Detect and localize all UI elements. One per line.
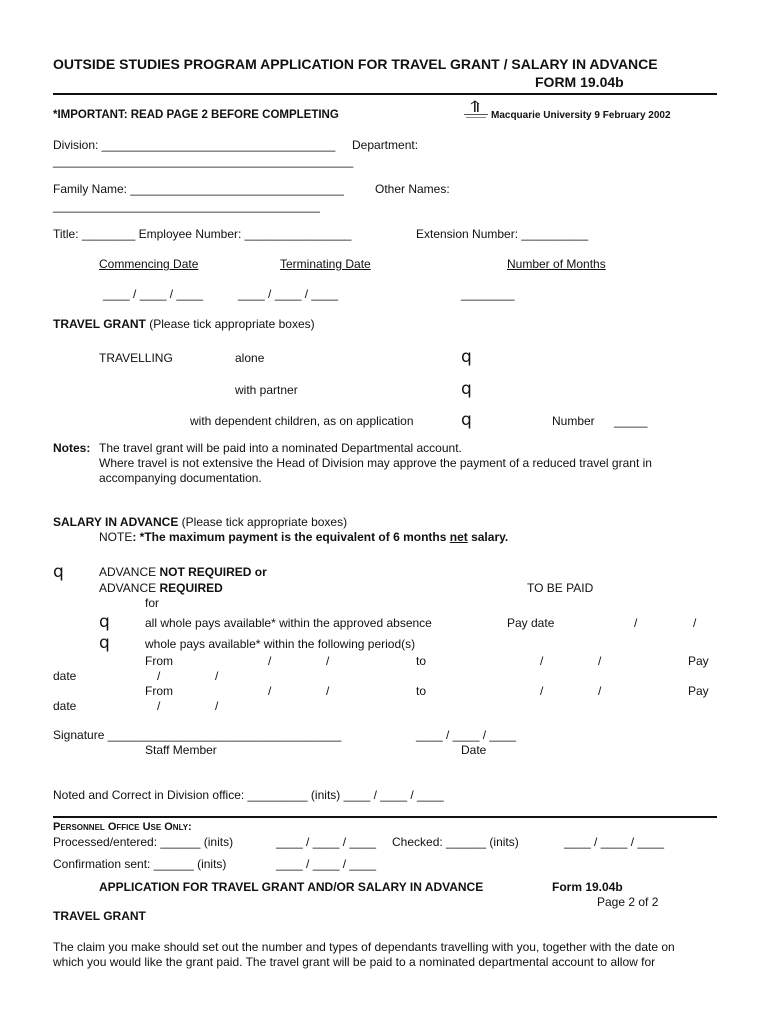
travelling-label: TRAVELLING [99, 351, 173, 365]
checked-date-field[interactable]: ____ / ____ / ____ [564, 835, 665, 849]
salary-note: NOTE: *The maximum payment is the equivalent of 6 months net salary. [99, 530, 509, 544]
commencing-date-field[interactable]: ____ / ____ / ____ [103, 287, 204, 301]
to-be-paid-label: TO BE PAID [527, 581, 594, 595]
from-slash: / [268, 684, 272, 698]
for-label: for [145, 596, 160, 610]
header-rule [53, 93, 717, 95]
number-of-months-label: Number of Months [507, 257, 606, 271]
date-label: date [53, 699, 77, 713]
with-partner-checkbox[interactable]: q [461, 379, 472, 399]
date-slash: / [215, 669, 219, 683]
confirmation-date-field[interactable]: ____ / ____ / ____ [276, 857, 377, 871]
number-label: Number [552, 414, 595, 428]
terminating-date-field[interactable]: ____ / ____ / ____ [238, 287, 339, 301]
period-checkbox[interactable]: q [99, 633, 110, 653]
date-slash: / [157, 699, 161, 713]
signature-field[interactable]: Signature ___________________________________ [53, 728, 342, 742]
title-employee-field[interactable]: Title: ________ Employee Number: ________________ [53, 227, 352, 241]
commencing-date-label: Commencing Date [99, 257, 199, 271]
pay-date-slash-2: / [693, 616, 697, 630]
page2-title: APPLICATION FOR TRAVEL GRANT AND/OR SALARY IN ADVANCE [99, 880, 484, 894]
important-notice: *IMPORTANT: READ PAGE 2 BEFORE COMPLETING [53, 109, 339, 121]
division-field[interactable]: Division: ___________________________________ [53, 138, 336, 152]
processed-field[interactable]: Processed/entered: ______ (inits) [53, 835, 234, 849]
notes-line-2: Where travel is not extensive the Head of Division may approve the payment of a reduced travel grant in [99, 456, 652, 470]
noted-correct-field[interactable]: Noted and Correct in Division office: _________ (inits) ____ / ____ / ____ [53, 788, 444, 802]
period-label: whole pays available* within the following period(s) [145, 637, 416, 651]
alone-label: alone [235, 351, 265, 365]
with-children-label: with dependent children, as on application [190, 414, 414, 428]
date-slash: / [157, 669, 161, 683]
to-slash: / [598, 684, 602, 698]
staff-member-label: Staff Member [145, 743, 217, 757]
number-of-months-field[interactable]: ________ [461, 287, 515, 301]
salary-heading: SALARY IN ADVANCE (Please tick appropriate boxes) [53, 515, 348, 529]
processed-date-field[interactable]: ____ / ____ / ____ [276, 835, 377, 849]
to-slash: / [598, 654, 602, 668]
date-slash: / [215, 699, 219, 713]
with-partner-label: with partner [235, 383, 298, 397]
all-pays-checkbox[interactable]: q [99, 612, 110, 632]
date-caption: Date [461, 743, 487, 757]
other-names-label: Other Names: [375, 182, 450, 196]
office-use-heading: Personnel Office Use Only: [53, 821, 192, 833]
other-names-field[interactable]: ________________________________________ [53, 199, 320, 213]
form-number: FORM 19.04b [535, 74, 624, 90]
university-date: Macquarie University 9 February 2002 [491, 110, 671, 121]
form-title: OUTSIDE STUDIES PROGRAM APPLICATION FOR TRAVEL GRANT / SALARY IN ADVANCE [53, 56, 658, 72]
family-name-field[interactable]: Family Name: ________________________________ [53, 182, 344, 196]
signature-date-field[interactable]: ____ / ____ / ____ [416, 728, 517, 742]
office-rule [53, 816, 717, 818]
university-logo-icon [462, 100, 490, 120]
to-slash: / [540, 684, 544, 698]
page-number: Page 2 of 2 [597, 895, 659, 909]
pay-date-label: Pay date [507, 616, 555, 630]
from-slash: / [268, 654, 272, 668]
page2-paragraph-line-1: The claim you make should set out the number and types of dependants travelling with you, together with the date on [53, 940, 675, 954]
page2-form-number: Form 19.04b [552, 880, 623, 894]
extension-field[interactable]: Extension Number: __________ [416, 227, 589, 241]
to-slash: / [540, 654, 544, 668]
terminating-date-label: Terminating Date [280, 257, 371, 271]
advance-checkbox[interactable]: q [53, 562, 64, 582]
to-label: to [416, 654, 427, 668]
advance-required: ADVANCE REQUIRED [99, 581, 223, 595]
department-label: Department: [352, 138, 419, 152]
page2-paragraph-line-2: which you would like the grant paid. The travel grant will be paid to a nominated departmental account to allow for [53, 955, 656, 969]
advance-not-required: ADVANCE NOT REQUIRED or [99, 565, 267, 579]
from-slash: / [326, 684, 330, 698]
from-label: From [145, 654, 173, 668]
pay-label: Pay [688, 684, 709, 698]
confirmation-field[interactable]: Confirmation sent: ______ (inits) [53, 857, 227, 871]
pay-label: Pay [688, 654, 709, 668]
from-label: From [145, 684, 173, 698]
travel-grant-heading: TRAVEL GRANT (Please tick appropriate boxes) [53, 317, 315, 331]
department-field[interactable]: _____________________________________________ [53, 154, 354, 168]
page2-travel-grant-heading: TRAVEL GRANT [53, 909, 146, 923]
notes-label: Notes: [53, 441, 91, 455]
with-children-checkbox[interactable]: q [461, 410, 472, 430]
from-slash: / [326, 654, 330, 668]
alone-checkbox[interactable]: q [461, 347, 472, 367]
pay-date-slash-1: / [634, 616, 638, 630]
checked-field[interactable]: Checked: ______ (inits) [392, 835, 519, 849]
notes-line-1: The travel grant will be paid into a nominated Departmental account. [99, 441, 462, 455]
to-label: to [416, 684, 427, 698]
all-pays-label: all whole pays available* within the approved absence [145, 616, 432, 630]
number-field[interactable]: _____ [614, 414, 648, 428]
date-label: date [53, 669, 77, 683]
notes-line-3: accompanying documentation. [99, 471, 262, 485]
